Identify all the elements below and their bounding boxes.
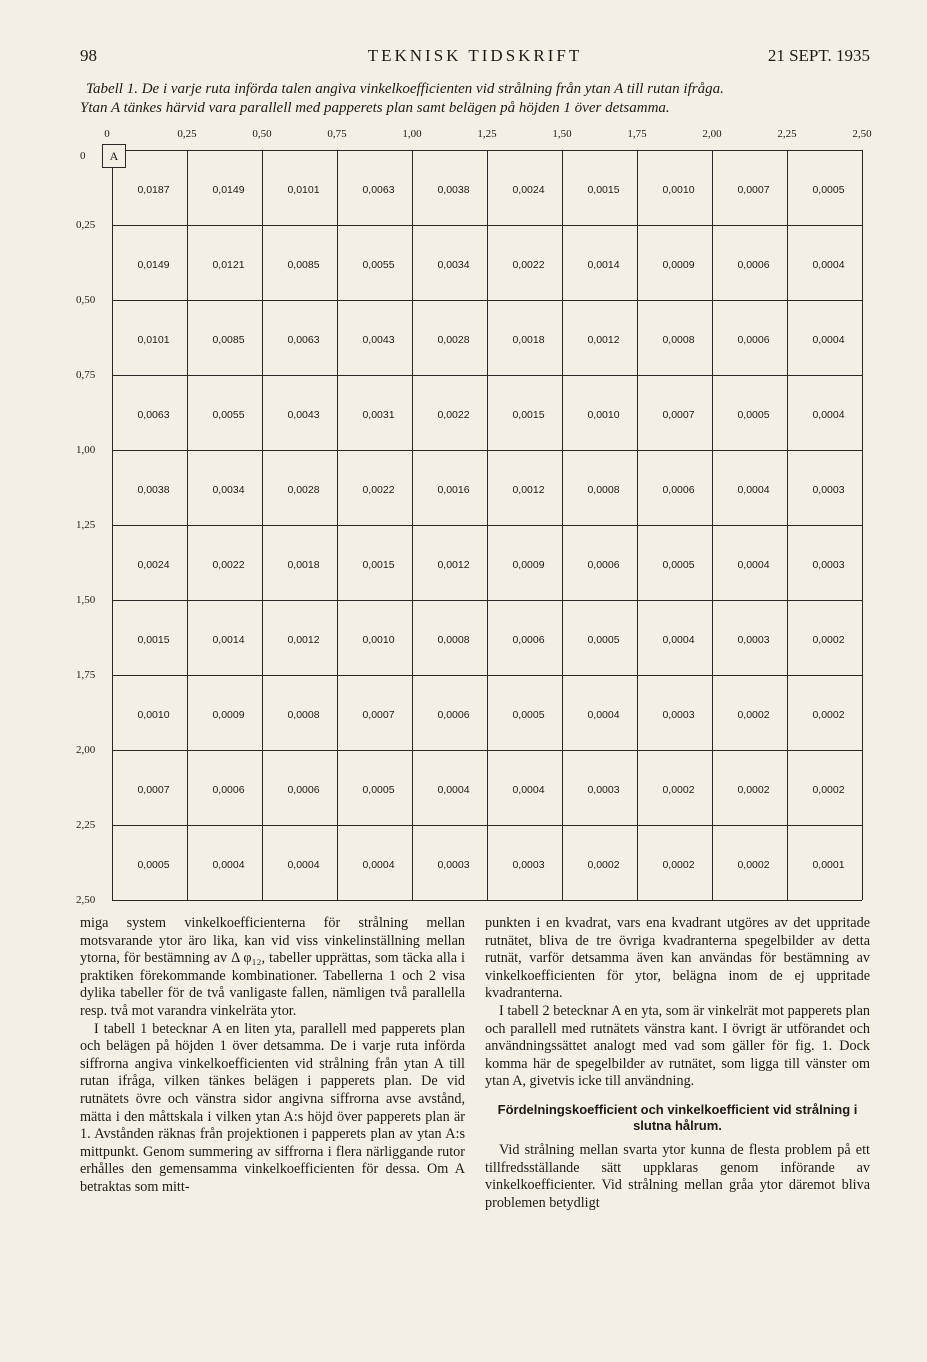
table-cell-value: 0,0003 bbox=[737, 634, 770, 646]
table-cell-value: 0,0010 bbox=[137, 709, 170, 721]
table-cell-value: 0,0012 bbox=[287, 634, 320, 646]
table-cell-value: 0,0007 bbox=[662, 409, 695, 421]
table-cell-value: 0,0028 bbox=[287, 484, 320, 496]
table-cell-value: 0,0004 bbox=[737, 484, 770, 496]
x-axis-label: 0,25 bbox=[177, 128, 197, 140]
grid-horizontal-line bbox=[112, 450, 862, 451]
table-cell-value: 0,0003 bbox=[587, 784, 620, 796]
table-cell-value: 0,0024 bbox=[137, 559, 170, 571]
table-cell-value: 0,0101 bbox=[137, 334, 170, 346]
table-cell-value: 0,0055 bbox=[362, 259, 395, 271]
table-cell-value: 0,0002 bbox=[662, 859, 695, 871]
journal-title: TEKNISK TIDSKRIFT bbox=[367, 46, 583, 65]
grid-horizontal-line bbox=[112, 600, 862, 601]
table-cell-value: 0,0009 bbox=[662, 259, 695, 271]
table-cell-value: 0,0004 bbox=[587, 709, 620, 721]
table-cell-value: 0,0009 bbox=[512, 559, 545, 571]
table-cell-value: 0,0002 bbox=[737, 859, 770, 871]
table-cell-value: 0,0121 bbox=[212, 259, 245, 271]
table-cell-value: 0,0038 bbox=[137, 484, 170, 496]
issue-date: 21 SEPT. 1935 bbox=[767, 46, 870, 65]
table-cell-value: 0,0003 bbox=[437, 859, 470, 871]
x-axis-label: 0,75 bbox=[327, 128, 347, 140]
table-cell-value: 0,0010 bbox=[662, 184, 695, 196]
table-cell-value: 0,0149 bbox=[212, 184, 245, 196]
text-column-left bbox=[80, 915, 465, 1197]
table-cell-value: 0,0149 bbox=[137, 259, 170, 271]
table-cell-value: 0,0034 bbox=[437, 259, 470, 271]
table-cell-value: 0,0002 bbox=[812, 634, 845, 646]
x-axis-label: 2,25 bbox=[777, 128, 797, 140]
grid-horizontal-line bbox=[112, 375, 862, 376]
section-heading: Fördelningskoefficient och vinkelkoefficient vid strålning i slutna hålrum. bbox=[497, 1101, 858, 1133]
table-cell-value: 0,0085 bbox=[212, 334, 245, 346]
table-cell-value: 0,0018 bbox=[512, 334, 545, 346]
y-axis-label: 2,25 bbox=[76, 819, 96, 831]
table-cell-value: 0,0015 bbox=[137, 634, 170, 646]
grid-vertical-line bbox=[862, 150, 863, 900]
grid-horizontal-line bbox=[112, 675, 862, 676]
x-axis-label: 2,50 bbox=[852, 128, 872, 140]
table-cell-value: 0,0031 bbox=[362, 409, 395, 421]
table-cell-value: 0,0018 bbox=[287, 559, 320, 571]
table-cell-value: 0,0006 bbox=[587, 559, 620, 571]
table-cell-value: 0,0007 bbox=[737, 184, 770, 196]
table-cell-value: 0,0004 bbox=[812, 409, 845, 421]
paragraph: punkten i en kvadrat, vars ena kvadrant utgöres av det uppritade rutnätet, bliva de tre övriga kvadranterna spegelbilder av detta rutnät, varför detsamma även kan användas för bestämning av vinkelkoefficienten för ytor, belägna inom de ej uppritade kvadranterna. bbox=[485, 915, 870, 1002]
table-cell-value: 0,0038 bbox=[437, 184, 470, 196]
table-cell-value: 0,0002 bbox=[737, 709, 770, 721]
table-cell-value: 0,0003 bbox=[812, 559, 845, 571]
x-axis-label: 0,50 bbox=[252, 128, 272, 140]
table-cell-value: 0,0005 bbox=[137, 859, 170, 871]
table-cell-value: 0,0004 bbox=[362, 859, 395, 871]
table-cell-value: 0,0015 bbox=[362, 559, 395, 571]
table-cell-value: 0,0001 bbox=[812, 859, 845, 871]
grid-horizontal-line bbox=[112, 750, 862, 751]
y-axis-label: 1,50 bbox=[76, 594, 96, 606]
table-cell-value: 0,0004 bbox=[437, 784, 470, 796]
y-axis-label: 2,50 bbox=[76, 894, 96, 906]
y-axis-label: 2,00 bbox=[76, 744, 96, 756]
table-cell-value: 0,0022 bbox=[212, 559, 245, 571]
table-cell-value: 0,0008 bbox=[287, 709, 320, 721]
grid-horizontal-line bbox=[112, 525, 862, 526]
table-cell-value: 0,0010 bbox=[362, 634, 395, 646]
x-axis-label: 1,50 bbox=[552, 128, 572, 140]
x-axis-label: 2,00 bbox=[702, 128, 722, 140]
table-cell-value: 0,0006 bbox=[737, 334, 770, 346]
table-cell-value: 0,0005 bbox=[512, 709, 545, 721]
table-cell-value: 0,0008 bbox=[662, 334, 695, 346]
y-axis-label: 1,25 bbox=[76, 519, 96, 531]
table-cell-value: 0,0008 bbox=[437, 634, 470, 646]
page-number: 98 bbox=[80, 46, 97, 65]
table-cell-value: 0,0012 bbox=[512, 484, 545, 496]
table-cell-value: 0,0016 bbox=[437, 484, 470, 496]
y-axis-label: 0 bbox=[80, 150, 86, 162]
table-cell-value: 0,0006 bbox=[737, 259, 770, 271]
x-axis-label: 1,25 bbox=[477, 128, 497, 140]
table-cell-value: 0,0002 bbox=[812, 709, 845, 721]
table-cell-value: 0,0009 bbox=[212, 709, 245, 721]
table-cell-value: 0,0005 bbox=[737, 409, 770, 421]
table-cell-value: 0,0007 bbox=[362, 709, 395, 721]
grid-horizontal-line bbox=[112, 225, 862, 226]
caption-line-2: Ytan A tänkes härvid vara parallell med papperets plan samt belägen på höjden 1 över detsamma. bbox=[80, 100, 670, 116]
table-cell-value: 0,0085 bbox=[287, 259, 320, 271]
table-cell-value: 0,0003 bbox=[662, 709, 695, 721]
table-cell-value: 0,0012 bbox=[437, 559, 470, 571]
y-axis-label: 1,75 bbox=[76, 669, 96, 681]
paragraph: I tabell 1 betecknar A en liten yta, parallell med papperets plan och belägen på höjden 1 över detsamma. De i varje ruta införda siffrorna angiva vinkelkoefficienten vid strålning från ytan A till rutan ifråga, vilken tänkes belägen i papperets plan. De vid rutnätets övre och vänstra sidor angivna siffrorna avse avstånd, mätta i den måttskala i vilken ytan A:s höjd över papperets plan är 1. Avstånden räknas från projektionen i papperets plan av ytan A:s mittpunkt. Genom summering av siffrorna i flera närliggande rutor erhålles den gemensamma vinkelkoefficienten för dessa. Om A betraktas som mitt- bbox=[80, 1020, 465, 1195]
x-axis-label: 1,75 bbox=[627, 128, 647, 140]
table-cell-value: 0,0002 bbox=[737, 784, 770, 796]
table-cell-value: 0,0015 bbox=[512, 409, 545, 421]
table-cell-value: 0,0024 bbox=[512, 184, 545, 196]
table-cell-value: 0,0063 bbox=[362, 184, 395, 196]
table-cell-value: 0,0101 bbox=[287, 184, 320, 196]
table-cell-value: 0,0005 bbox=[362, 784, 395, 796]
y-axis-label: 0,50 bbox=[76, 294, 96, 306]
table-cell-value: 0,0043 bbox=[287, 409, 320, 421]
table-cell-value: 0,0006 bbox=[512, 634, 545, 646]
table-cell-value: 0,0007 bbox=[137, 784, 170, 796]
table-cell-value: 0,0063 bbox=[137, 409, 170, 421]
table-cell-value: 0,0015 bbox=[587, 184, 620, 196]
table-cell-value: 0,0002 bbox=[812, 784, 845, 796]
table-cell-value: 0,0004 bbox=[812, 259, 845, 271]
surface-a-marker: A bbox=[102, 144, 126, 168]
table-cell-value: 0,0006 bbox=[437, 709, 470, 721]
table-cell-value: 0,0003 bbox=[512, 859, 545, 871]
table-cell-value: 0,0006 bbox=[287, 784, 320, 796]
table-cell-value: 0,0004 bbox=[737, 559, 770, 571]
table-cell-value: 0,0006 bbox=[212, 784, 245, 796]
table-cell-value: 0,0008 bbox=[587, 484, 620, 496]
table-cell-value: 0,0022 bbox=[512, 259, 545, 271]
paragraph: I tabell 2 betecknar A en yta, som är vinkelrät mot papperets plan och parallell med rutnätets vänstra kant. I övrigt är utförandet och användningssättet analogt med vad som gäller för fig. 1. Dock komma här de spegelbilder av rutnätet, som ligga till vänster om ytan A, givetvis icke till användning. bbox=[485, 1002, 870, 1090]
table-cell-value: 0,0043 bbox=[362, 334, 395, 346]
table-cell-value: 0,0010 bbox=[587, 409, 620, 421]
table-cell-value: 0,0014 bbox=[212, 634, 245, 646]
table-cell-value: 0,0005 bbox=[662, 559, 695, 571]
table-cell-value: 0,0005 bbox=[812, 184, 845, 196]
table-cell-value: 0,0022 bbox=[437, 409, 470, 421]
table-cell-value: 0,0055 bbox=[212, 409, 245, 421]
y-axis-label: 1,00 bbox=[76, 444, 96, 456]
paragraph: miga system vinkelkoefficienterna för strålning mellan motsvarande ytor äro lika, kan vid viss vinkelinställning mellan ytorna, för bestämning av Δ φ₁₂, tabeller upprättas, som täcka alla i praktiken förekommande kombinationer. Tabellerna 1 och 2 visa dylika tabeller för de två vanligaste fallen, nämligen två parallella resp. två mot varandra vinkelräta ytor. bbox=[80, 915, 465, 1019]
x-axis-label: 0 bbox=[104, 128, 110, 140]
table-cell-value: 0,0014 bbox=[587, 259, 620, 271]
y-axis-label: 0,75 bbox=[76, 369, 96, 381]
text-column-right bbox=[485, 915, 870, 1212]
grid-horizontal-line bbox=[112, 825, 862, 826]
table-cell-value: 0,0002 bbox=[587, 859, 620, 871]
table-cell-value: 0,0004 bbox=[212, 859, 245, 871]
grid-horizontal-line bbox=[112, 150, 862, 151]
table-cell-value: 0,0028 bbox=[437, 334, 470, 346]
table-cell-value: 0,0004 bbox=[287, 859, 320, 871]
table-cell-value: 0,0063 bbox=[287, 334, 320, 346]
table-cell-value: 0,0034 bbox=[212, 484, 245, 496]
table-cell-value: 0,0012 bbox=[587, 334, 620, 346]
x-axis-label: 1,00 bbox=[402, 128, 422, 140]
y-axis-label: 0,25 bbox=[76, 219, 96, 231]
table-cell-value: 0,0006 bbox=[662, 484, 695, 496]
table-cell-value: 0,0022 bbox=[362, 484, 395, 496]
paragraph: Vid strålning mellan svarta ytor kunna de flesta problem på ett tillfredsställande sätt uppklaras genom införande av vinkelkoefficienter. Vid strålning mellan gråa ytor däremot bliva problemen betydligt bbox=[485, 1141, 870, 1211]
table-cell-value: 0,0004 bbox=[662, 634, 695, 646]
grid-horizontal-line bbox=[112, 900, 862, 901]
table-cell-value: 0,0004 bbox=[512, 784, 545, 796]
table-cell-value: 0,0187 bbox=[137, 184, 170, 196]
table-cell-value: 0,0004 bbox=[812, 334, 845, 346]
table-cell-value: 0,0003 bbox=[812, 484, 845, 496]
caption-line-1: Tabell 1. De i varje ruta införda talen angiva vinkelkoefficienten vid strålning från ytan A till rutan ifråga. bbox=[86, 81, 724, 97]
table-cell-value: 0,0005 bbox=[587, 634, 620, 646]
table-cell-value: 0,0002 bbox=[662, 784, 695, 796]
grid-horizontal-line bbox=[112, 300, 862, 301]
